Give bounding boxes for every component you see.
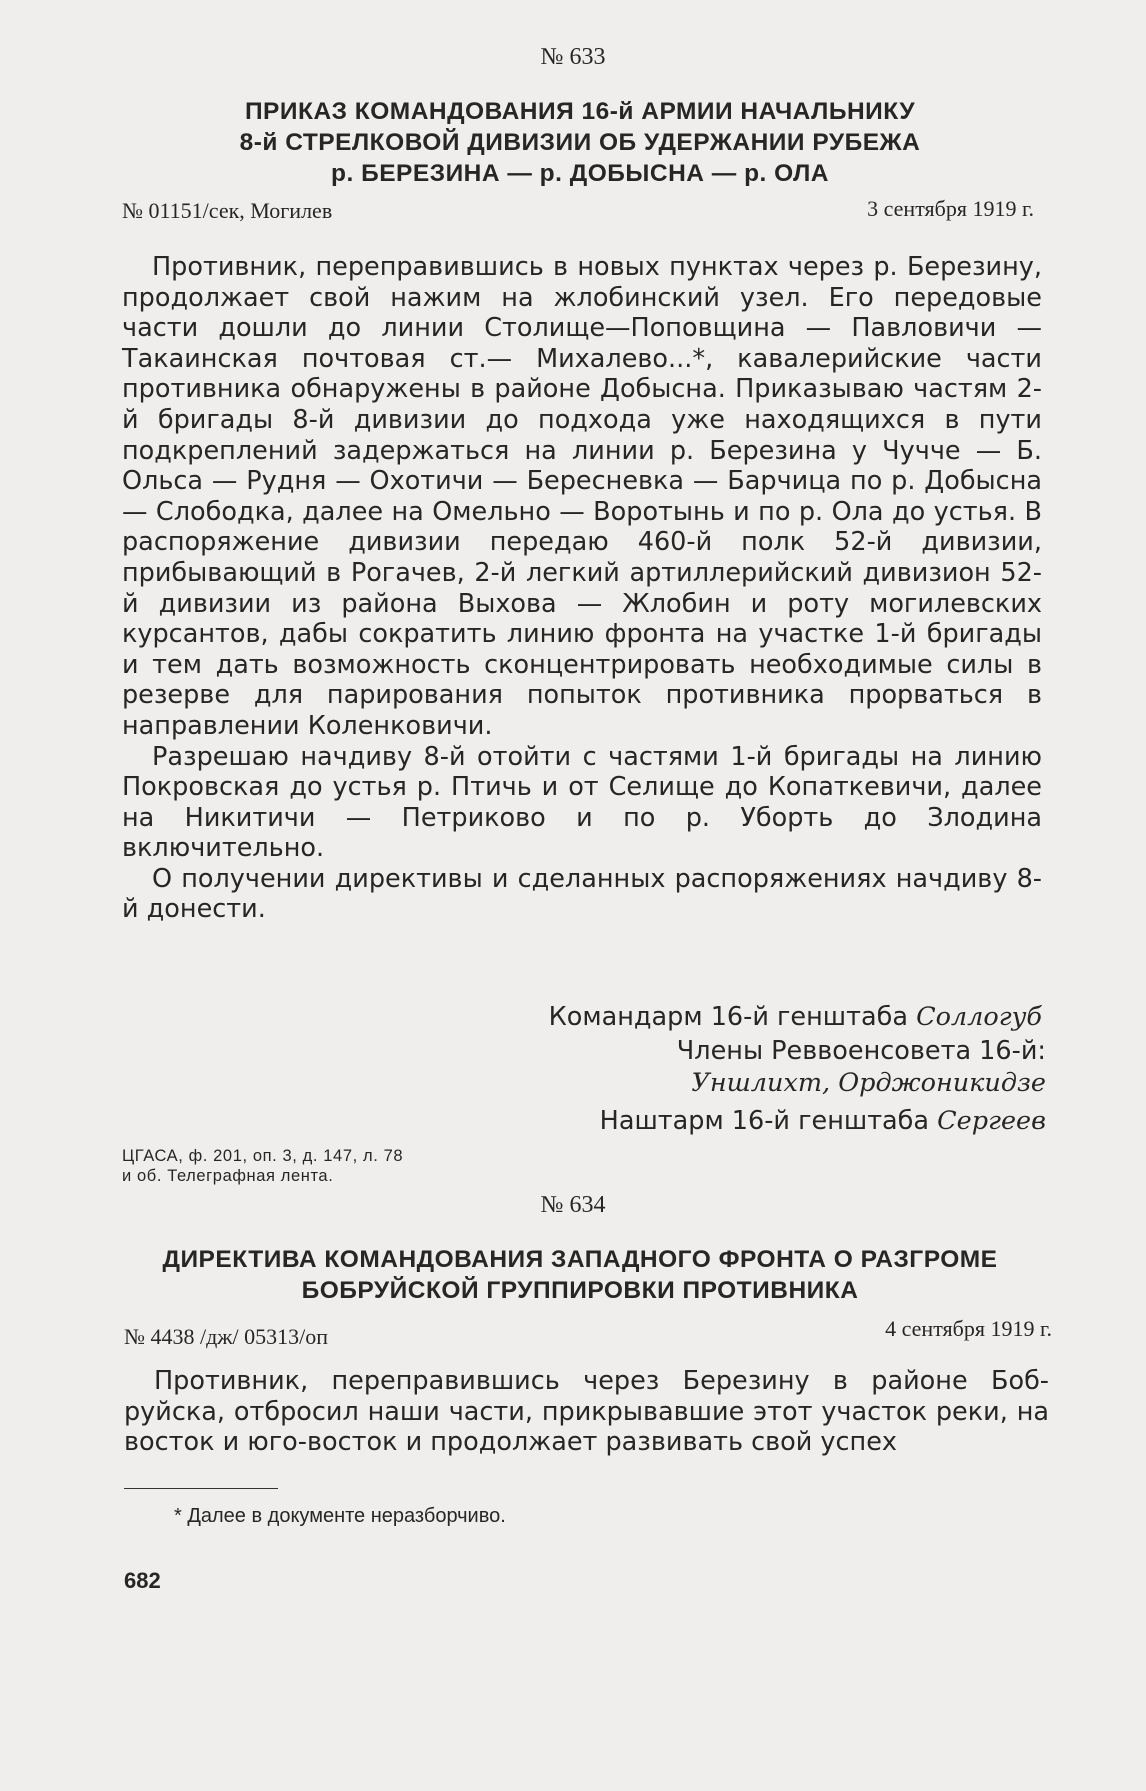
signature-name: Сергеев (937, 1106, 1046, 1136)
doc-634-title-line: БОБРУЙСКОЙ ГРУППИРОВКИ ПРОТИВНИКА (301, 1277, 859, 1304)
archive-line: ЦГАСА, ф. 201, оп. 3, д. 147, л. 78 (122, 1147, 404, 1165)
signature-name: Соллогуб (916, 1002, 1042, 1032)
doc-633-date: 3 сентября 1919 г. (867, 196, 1034, 221)
page-number: 682 (124, 1568, 161, 1593)
doc-634-paragraph: Противник, переправившись через Березину в районе Бобруйска, отбросил наши части, прикрывавшие этот участок реки, на восток и юго-восток и продолжает развивать свой успех (124, 1366, 1049, 1458)
doc-633-body (122, 252, 1042, 925)
signature-council-names (691, 1068, 1046, 1098)
signature-role: Наштарм 16-й генштаба (599, 1106, 930, 1136)
doc-634-number: № 634 (540, 1192, 606, 1218)
signature-name: Уншлихт, Орджоникидзе (691, 1068, 1046, 1098)
doc-634-title (110, 1244, 1050, 1306)
doc-633-paragraph: О получении директивы и сделанных распоряжениях начдиву 8-й донести. (122, 863, 1042, 925)
doc-633-title-line: ПРИКАЗ КОМАНДОВАНИЯ 16-й АРМИИ НАЧАЛЬНИКУ (244, 98, 916, 125)
signature-council-label: Члены Реввоенсовета 16-й: (676, 1036, 1046, 1066)
footnote-divider (124, 1488, 278, 1489)
archive-line: и об. Телеграфная лента. (122, 1167, 334, 1185)
doc-633-ref: № 01151/сек, Могилев (122, 198, 333, 223)
doc-634-body (124, 1366, 1049, 1458)
doc-633-paragraph: Разрешаю начдиву 8-й отойти с частями 1-й бригады на линию Покровская до устья р. Птичь и от Селище до Копаткевичи, далее на Никитичи — Петриково и по р. Уборть до Злодина включительно. (122, 741, 1042, 864)
doc-633-number: № 633 (540, 44, 606, 70)
doc-633-paragraph: Противник, переправившись в новых пунктах через р. Березину, продолжает свой нажим на жлобинский узел. Его передовые части дошли до линии Столище—Поповщина — Павловичи — Такаинская почтовая ст.— Михалево...*, кавалерийские части противника обнаружены в районе Добысна. Приказываю частям 2-й бригады 8-й дивизии до подхода уже находящихся в пути подкреплений задержаться на линии р. Березина у Чучче — Б. Ольса — Рудня — Охотичи — Бересневка — Барчица по р. Добысна — Слободка, далее на Омельно — Воротынь и по р. Ола до устья. В распоряжение дивизии передаю 460-й полк 52-й дивизии, прибывающий в Рогачев, 2-й легкий артиллерийский дивизион 52-й дивизии из района Выхова — Жлобин и роту могилевских курсантов, дабы сократить линию фронта на участке 1-й бригады и тем дать возможность сконцентрировать необходимые силы в резерве для парирования попыток противника прорваться в направлении Коленковичи. (122, 252, 1042, 741)
doc-634-date: 4 сентября 1919 г. (885, 1316, 1052, 1341)
doc-633-title (120, 96, 1040, 189)
doc-634-ref: № 4438 /дж/ 05313/оп (124, 1324, 328, 1349)
signature-commander (549, 1002, 1042, 1032)
signature-chief-of-staff (600, 1106, 1046, 1136)
doc-633-title-line: р. БЕРЕЗИНА — р. ДОБЫСНА — р. ОЛА (331, 160, 829, 187)
doc-634-title-line: ДИРЕКТИВА КОМАНДОВАНИЯ ЗАПАДНОГО ФРОНТА О РАЗГРОМЕ (162, 1246, 998, 1273)
footnote: * Далее в документе неразборчиво. (174, 1505, 506, 1527)
archive-reference (122, 1146, 542, 1186)
signature-role: Командарм 16-й генштаба (548, 1002, 908, 1032)
doc-633-title-line: 8-й СТРЕЛКОВОЙ ДИВИЗИИ ОБ УДЕРЖАНИИ РУБЕЖА (239, 129, 921, 156)
